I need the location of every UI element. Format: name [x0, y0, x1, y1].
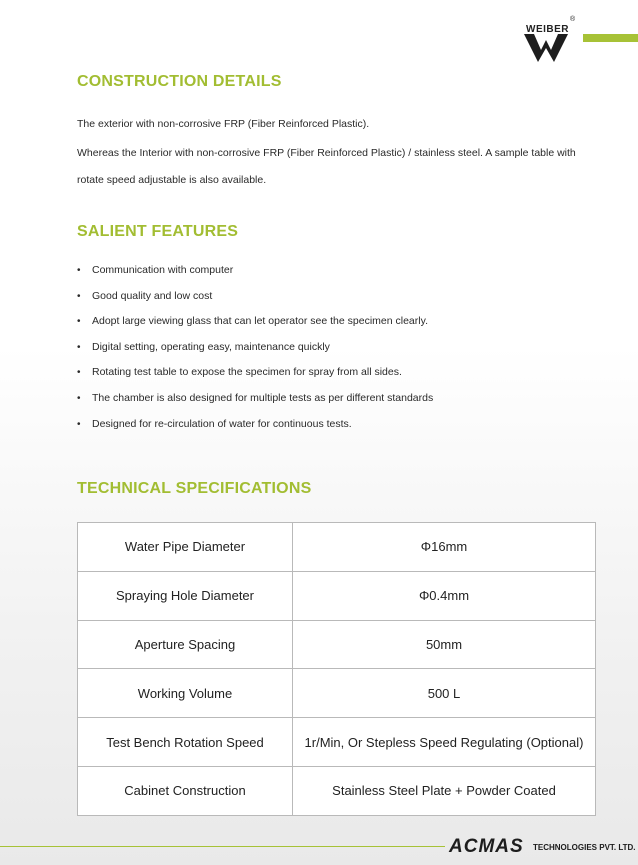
- spec-value: 500 L: [293, 669, 596, 718]
- table-row: [78, 766, 596, 815]
- features-title: SALIENT FEATURES: [77, 223, 239, 240]
- footer-company-name: TECHNOLOGIES PVT. LTD.: [533, 843, 636, 852]
- spec-label: Aperture Spacing: [78, 620, 293, 669]
- features-list: [77, 264, 433, 443]
- weiber-w-icon: [524, 34, 568, 62]
- construction-title: CONSTRUCTION DETAILS: [77, 73, 282, 90]
- spec-label: Working Volume: [78, 669, 293, 718]
- specs-title: TECHNICAL SPECIFICATIONS: [77, 480, 312, 497]
- feature-item: [77, 315, 433, 341]
- feature-item: [77, 264, 433, 290]
- construction-line-1: The exterior with non-corrosive FRP (Fiber Reinforced Plastic).: [77, 118, 370, 130]
- feature-text: The chamber is also designed for multiple tests as per different standards: [92, 391, 434, 404]
- feature-text: Designed for re-circulation of water for continuous tests.: [92, 417, 352, 430]
- spec-label: Cabinet Construction: [78, 766, 293, 815]
- feature-text: Adopt large viewing glass that can let operator see the specimen clearly.: [92, 315, 428, 328]
- bullet-icon: •: [77, 341, 81, 353]
- construction-line-2: Whereas the Interior with non-corrosive FRP (Fiber Reinforced Plastic) / stainless steel. A sample table with: [77, 147, 576, 159]
- logo-text: WEIBER: [526, 24, 569, 35]
- table-row: [78, 571, 596, 620]
- header-accent-bar: [583, 34, 638, 42]
- construction-line-3: rotate speed adjustable is also available.: [77, 174, 267, 186]
- table-row: [78, 718, 596, 767]
- spec-value: Φ0.4mm: [293, 571, 596, 620]
- table-row: [78, 620, 596, 669]
- feature-text: Rotating test table to expose the specimen for spray from all sides.: [92, 366, 402, 379]
- footer-accent-line: [0, 846, 445, 847]
- bullet-icon: •: [77, 290, 81, 302]
- feature-item: [77, 290, 433, 316]
- registered-mark: ®: [570, 16, 576, 23]
- spec-value: Φ16mm: [293, 523, 596, 572]
- feature-item: [77, 341, 433, 367]
- weiber-logo: [520, 16, 590, 64]
- spec-label: Water Pipe Diameter: [78, 523, 293, 572]
- spec-value: Stainless Steel Plate + Powder Coated: [293, 766, 596, 815]
- spec-label: Spraying Hole Diameter: [78, 571, 293, 620]
- bullet-icon: •: [77, 418, 81, 430]
- feature-text: Digital setting, operating easy, maintenance quickly: [92, 340, 330, 353]
- specs-table: [77, 522, 596, 816]
- feature-text: Communication with computer: [92, 264, 234, 276]
- bullet-icon: •: [77, 265, 81, 276]
- feature-item: [77, 418, 433, 444]
- feature-item: [77, 366, 433, 392]
- bullet-icon: •: [77, 367, 81, 379]
- feature-text: Good quality and low cost: [92, 289, 213, 302]
- bullet-icon: •: [77, 316, 81, 328]
- acmas-logo: ACMAS: [449, 836, 524, 857]
- spec-value: 1r/Min, Or Stepless Speed Regulating (Optional): [293, 718, 596, 767]
- spec-label: Test Bench Rotation Speed: [78, 718, 293, 767]
- table-row: [78, 669, 596, 718]
- bullet-icon: •: [77, 392, 81, 404]
- spec-value: 50mm: [293, 620, 596, 669]
- feature-item: [77, 392, 433, 418]
- table-row: [78, 523, 596, 572]
